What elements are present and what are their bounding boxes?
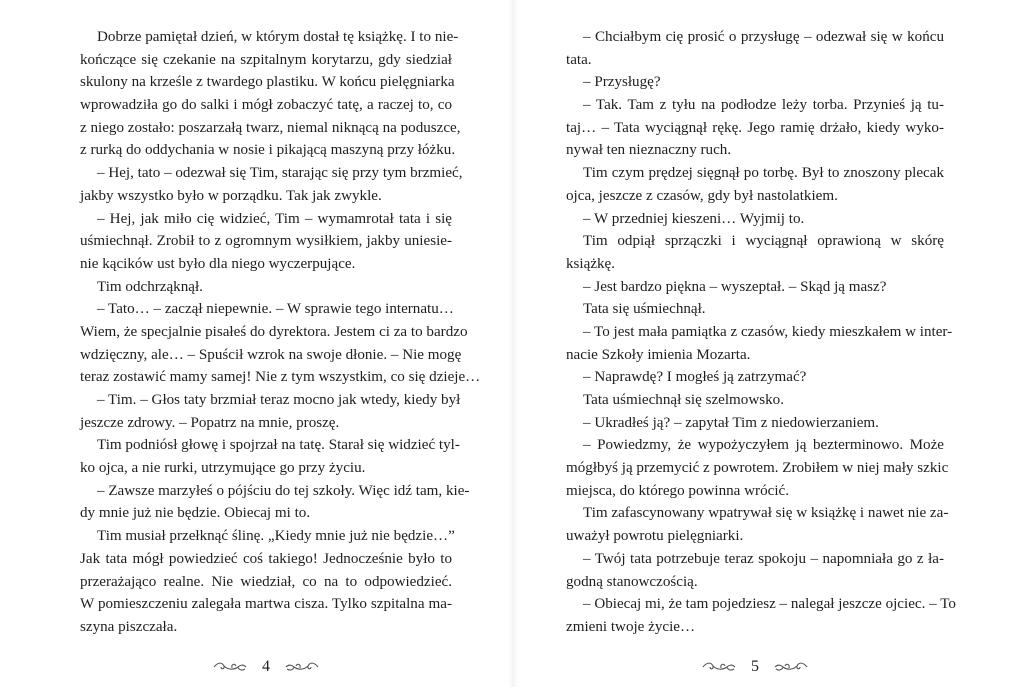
text-line: – Powiedzmy, że wypożyczyłem ją bezterminowo. Może <box>583 437 944 454</box>
book-gutter <box>508 0 518 687</box>
text-line: godną stanowczością. <box>566 573 698 590</box>
text-line: uważył powrotu pielęgniarki. <box>566 528 744 545</box>
text-line: z rurką do oddychania w nosie i pikającą maszyną przy łóżku. <box>80 142 456 159</box>
left-page-footer <box>80 657 452 677</box>
text-line: dy mnie już nie będzie. Obiecaj mi to. <box>80 505 311 522</box>
text-line: – Jest bardzo piękna – wyszeptał. – Skąd ją masz? <box>583 278 887 295</box>
left-page <box>80 0 481 687</box>
text-line: nacie Szkoły imienia Mozarta. <box>566 346 751 363</box>
text-line: uśmiechnął. Zrobił to z ogromnym wysiłkiem, jakby uniesie- <box>80 233 452 250</box>
text-line: ko ojca, a nie rurki, utrzymujące go przy życiu. <box>80 460 366 477</box>
text-line: Tim zafascynowany wpatrywał się w książkę i nawet nie za- <box>583 505 949 522</box>
text-line: jeszcze zdrowy. – Popatrz na mnie, proszę. <box>80 414 340 431</box>
left-flourish-icon <box>212 661 248 673</box>
text-line: – Chciałbym cię prosić o przysługę – odezwał się w końcu <box>583 29 944 45</box>
text-line: – Tato… – zaczął niepewnie. – W sprawie tego internatu… <box>97 301 454 318</box>
right-page <box>566 0 956 687</box>
text-line: Tata się uśmiechnął. <box>583 301 706 318</box>
text-line: – Obiecaj mi, że tam pojedziesz – nalegał jeszcze ojciec. – To <box>583 596 956 613</box>
text-line: skulony na krześle z twardego plastiku. W końcu pielęgniarka <box>80 74 455 91</box>
text-line: – Twój tata potrzebuje teraz spokoju – napomniała go z ła- <box>583 550 944 567</box>
text-line: Wiem, że specjalnie pisałeś do dyrektora. Jestem ci za to bardzo <box>80 323 468 340</box>
text-line: – Tak. Tam z tyłu na podłodze leży torba. Przynieś ją tu- <box>583 97 944 114</box>
text-line: taj… – Tata wyciągnął rękę. Jego ramię drżało, kiedy wyko- <box>566 119 944 136</box>
text-line: przerażająco realne. Nie wiedział, co na to odpowiedzieć. <box>80 573 452 590</box>
text-line: Tim odpiął sprzączki i wyciągnął oprawioną w skórę <box>583 233 944 250</box>
left-page-text <box>80 26 481 639</box>
text-line: mógłbyś ją przemycić z powrotem. Zrobiłem w niej mały szkic <box>566 460 949 477</box>
text-line: Tim czym prędzej sięgnął po torbę. Był to znoszony plecak <box>583 165 944 182</box>
text-line: Tata uśmiechnął się szelmowsko. <box>583 392 784 408</box>
text-line: tata. <box>566 51 592 68</box>
page-number: 5 <box>751 658 759 675</box>
text-line: – To jest mała pamiątka z czasów, kiedy mieszkałem w inter- <box>583 323 953 340</box>
text-line: – Przysługę? <box>583 74 661 91</box>
text-line: z niego zostało: poszarzałą twarz, niemal niknącą na poduszce, <box>80 119 461 136</box>
text-line: – W przedniej kieszeni… Wyjmij to. <box>583 210 805 227</box>
text-line: – Hej, tato – odezwał się Tim, starając się przy tym brzmieć, <box>97 165 463 182</box>
text-line: ojca, jeszcze z czasów, gdy był nastolatkiem. <box>566 187 838 204</box>
text-line: Tim musiał przełknąć ślinę. „Kiedy mnie już nie będzie…” <box>97 528 455 545</box>
text-line: nywał ten nieznaczny ruch. <box>566 142 732 159</box>
text-line: – Hej, jak miło cię widzieć, Tim – wymamrotał tata i się <box>97 210 452 227</box>
text-line: miejsca, do którego powinna wrócić. <box>566 482 789 499</box>
text-line: W pomieszczeniu zalegała martwa cisza. Tylko szpitalna ma- <box>80 596 452 613</box>
text-line: wdzięczny, ale… – Spuścił wzrok na swoje dłonie. – Nie mogę <box>80 346 462 363</box>
text-line: szyna piszczała. <box>80 618 178 635</box>
text-line: nie kącików ust było dla niego wyczerpujące. <box>80 255 356 272</box>
text-line: teraz zostawić mamy samej! Nie z tym wszystkim, co się dzieje… <box>80 369 481 386</box>
text-line: kończące się czekanie na szpitalnym korytarzu, gdy siedział <box>80 51 452 68</box>
right-page-text <box>566 26 956 639</box>
text-line: książkę. <box>566 255 616 272</box>
text-line: – Naprawdę? I mogłeś ją zatrzymać? <box>583 369 807 386</box>
text-line: Jak tata mógł powiedzieć coś takiego! Jednocześnie było to <box>80 550 452 567</box>
text-line: – Ukradłeś ją? – zapytał Tim z niedowierzaniem. <box>583 414 879 431</box>
text-line: wprowadziła go do salki i mógł zobaczyć tatę, a raczej to, co <box>80 97 452 114</box>
text-line: – Tim. – Głos taty brzmiał teraz mocno jak wtedy, kiedy był <box>97 392 461 408</box>
right-page-footer <box>566 657 944 677</box>
right-flourish-icon <box>773 661 809 673</box>
text-line: Tim podniósł głowę i spojrzał na tatę. Starał się widzieć tyl- <box>97 437 460 454</box>
text-line: jakby wszystko było w porządku. Tak jak zwykle. <box>80 187 382 204</box>
text-line: zmieni twoje życie… <box>566 618 696 635</box>
text-line: Dobrze pamiętał dzień, w którym dostał tę książkę. I to nie- <box>97 29 459 45</box>
text-line: Tim odchrząknął. <box>97 278 203 295</box>
right-flourish-icon <box>284 661 320 673</box>
page-number: 4 <box>262 658 270 675</box>
text-line: – Zawsze marzyłeś o pójściu do tej szkoły. Więc idź tam, kie- <box>97 482 470 499</box>
left-flourish-icon <box>701 661 737 673</box>
